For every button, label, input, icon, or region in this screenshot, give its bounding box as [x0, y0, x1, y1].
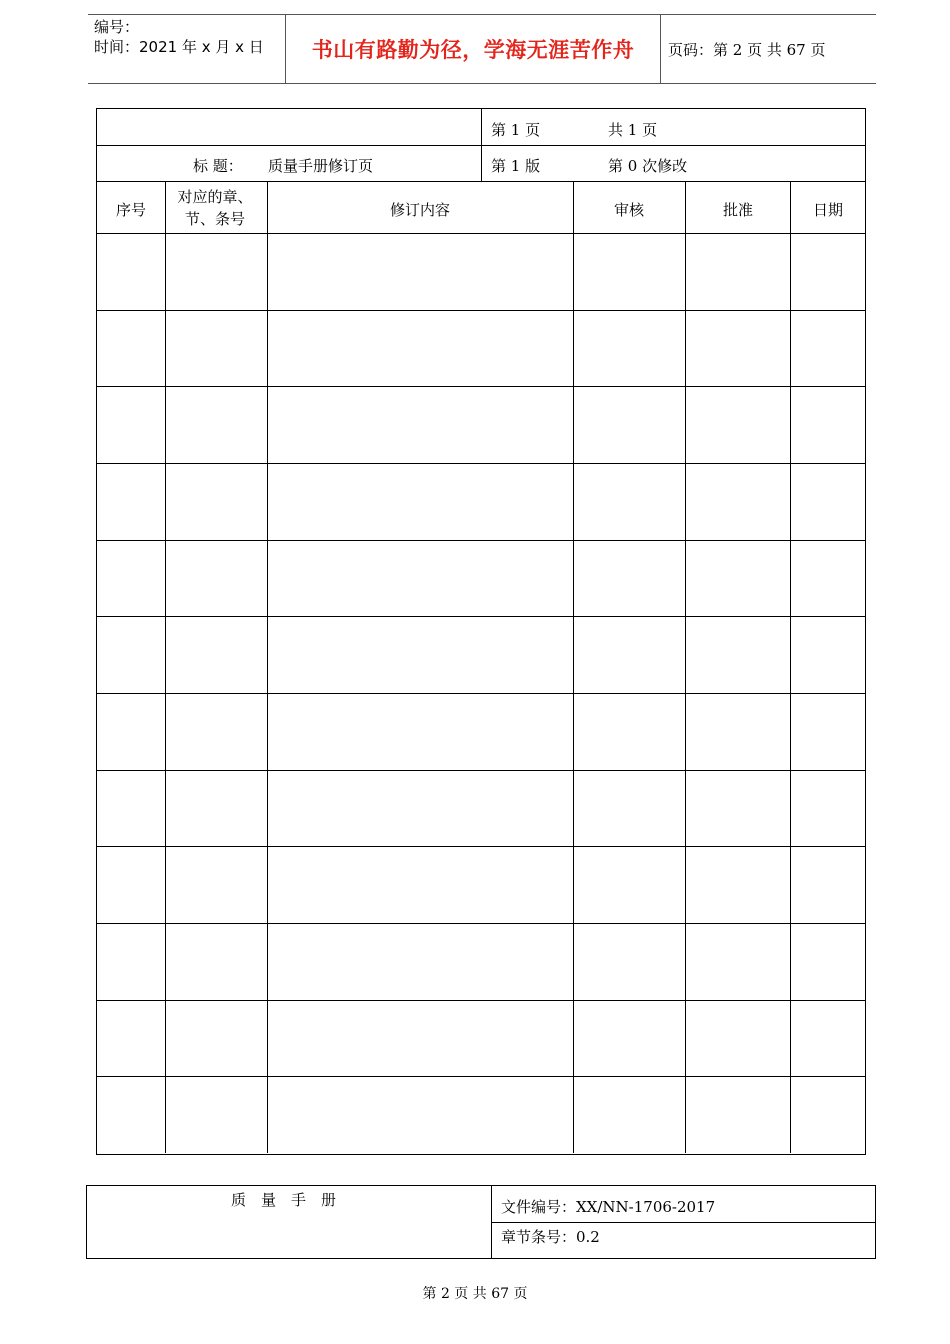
col-content: 修订内容 [389, 201, 451, 219]
revision-table [96, 108, 866, 1155]
table-row-separator [97, 463, 865, 464]
table-column-line [165, 181, 166, 1153]
table-row-separator [97, 310, 865, 311]
table-rule [97, 233, 865, 234]
table-rule [97, 181, 865, 182]
footer-rule [491, 1222, 875, 1223]
table-row-separator [97, 1000, 865, 1001]
table-row-separator [97, 386, 865, 387]
file-number: 文件编号：XX/NN-1706-2017 [501, 1198, 716, 1216]
table-row-separator [97, 846, 865, 847]
edition-label: 第 1 版 [491, 157, 541, 175]
header-meta [94, 17, 264, 57]
page-header [88, 14, 876, 84]
table-column-line [267, 181, 268, 1153]
col-review: 审核 [613, 201, 645, 219]
table-row-separator [97, 770, 865, 771]
header-page-info: 页码：第 2 页 共 67 页 [668, 40, 826, 59]
table-column-line [573, 181, 574, 1153]
table-row-separator [97, 923, 865, 924]
table-column-line [685, 181, 686, 1153]
section-number: 章节条号：0.2 [501, 1228, 600, 1246]
doc-number-label: 编号： [94, 18, 140, 36]
col-chapter-line1: 对应的章、 [177, 188, 253, 206]
col-chapter-line2: 节、条号 [184, 210, 246, 228]
total-pages-label: 共 1 页 [608, 121, 658, 139]
col-chapter [177, 186, 252, 230]
table-row-separator [97, 693, 865, 694]
col-seq: 序号 [115, 201, 147, 219]
col-approve: 批准 [722, 201, 754, 219]
page-label: 第 1 页 [491, 121, 541, 139]
motto: 书山有路勤为径，学海无涯苦作舟 [285, 15, 661, 83]
revision-label: 第 0 次修改 [608, 157, 688, 175]
table-row-separator [97, 616, 865, 617]
title-label: 标 题： [193, 157, 243, 175]
manual-footer-box [86, 1185, 876, 1259]
table-divider [481, 109, 482, 181]
col-date: 日期 [812, 201, 844, 219]
title-value: 质量手册修订页 [268, 157, 374, 175]
time-label: 时间：2021 年 x 月 x 日 [94, 38, 264, 56]
table-row-separator [97, 540, 865, 541]
table-row-separator [97, 1076, 865, 1077]
manual-title: 质 量 手 册 [231, 1191, 337, 1209]
page-footer: 第 2 页 共 67 页 [422, 1286, 528, 1302]
table-column-line [790, 181, 791, 1153]
